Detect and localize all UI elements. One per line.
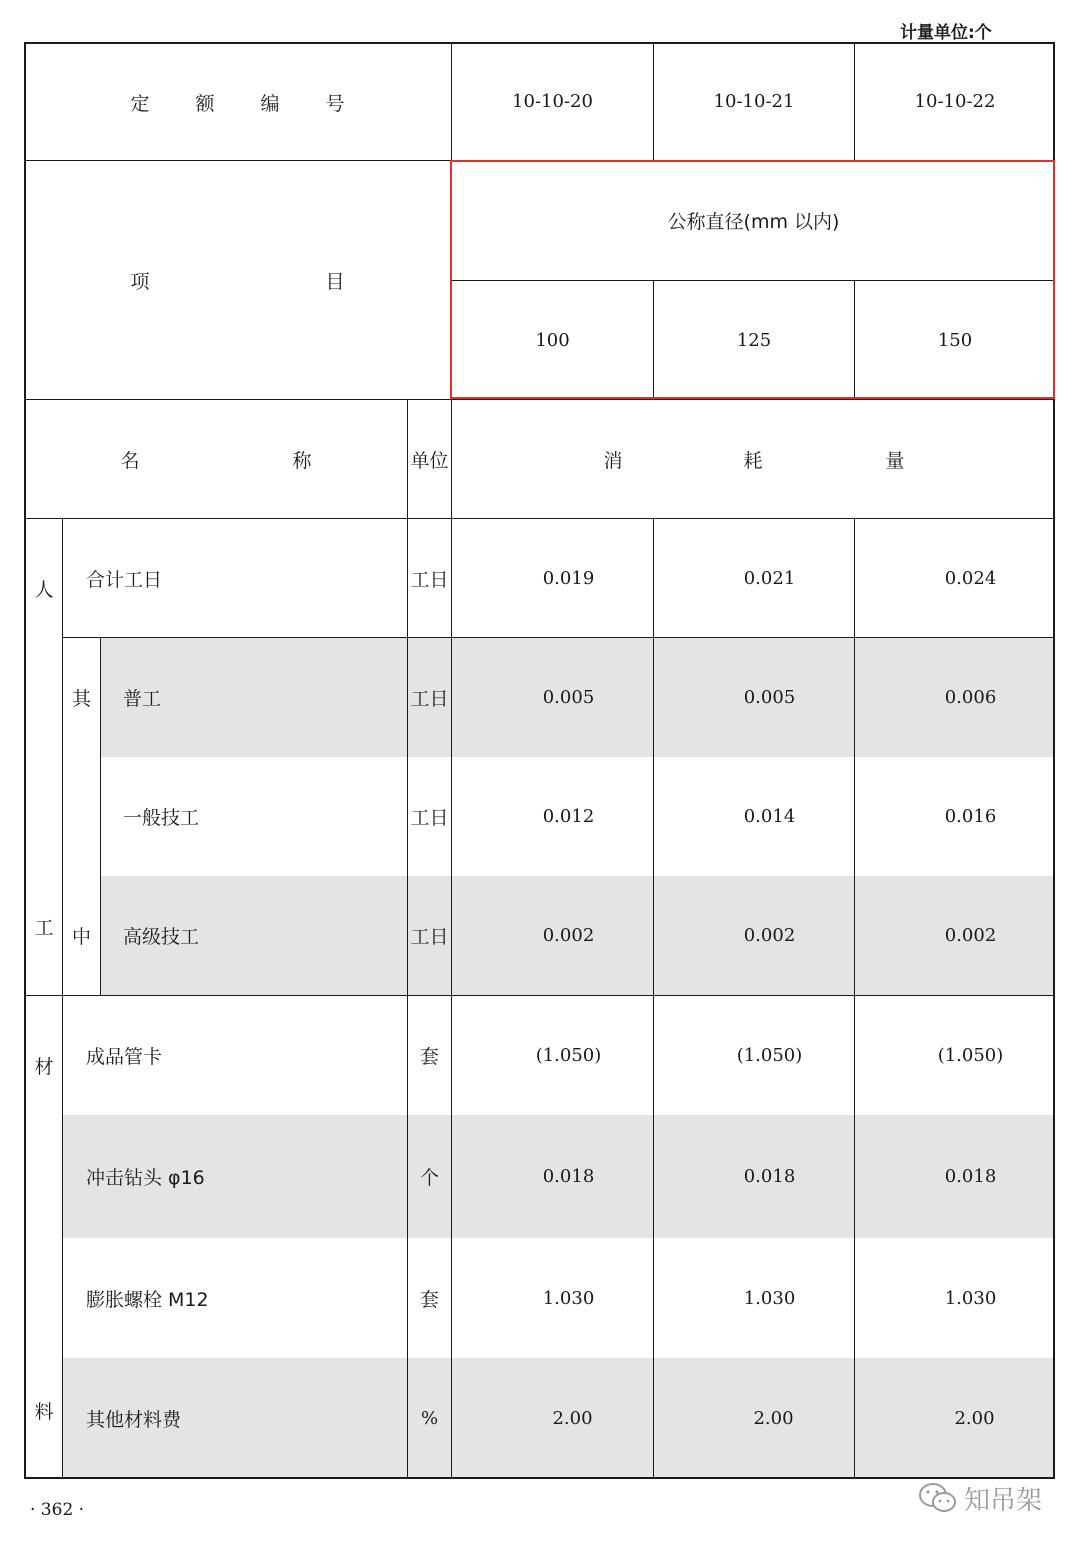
row-value: 1.030	[944, 1287, 997, 1309]
row-value: 1.030	[743, 1287, 796, 1309]
quota-label-char: 额	[195, 92, 215, 115]
row-value: 0.018	[944, 1166, 997, 1187]
row-value: 0.002	[542, 925, 595, 946]
diameter-value: 100	[535, 329, 570, 351]
item-label-char: 项	[130, 270, 150, 293]
row-name: 普工	[123, 688, 162, 710]
row-unit: 套	[419, 1288, 439, 1311]
row-name: 一般技工	[123, 807, 200, 829]
diameter-value: 125	[736, 329, 772, 351]
row-value: 0.021	[743, 567, 796, 589]
quota-label-char: 号	[325, 92, 345, 115]
row-value: 0.024	[944, 567, 997, 589]
name-label-char: 名	[120, 449, 140, 472]
row-unit: 工日	[410, 807, 449, 829]
diameter-label: 公称直径(mm 以内)	[667, 211, 840, 233]
row-name: 合计工日	[86, 568, 163, 591]
row-name: 膨胀螺栓 M12	[86, 1288, 209, 1311]
row-unit: 工日	[410, 926, 449, 948]
grid-line	[62, 518, 63, 1479]
row-value: 0.018	[542, 1166, 595, 1187]
labor-group-char: 人	[34, 578, 54, 601]
row-name: 成品管卡	[86, 1046, 163, 1068]
chat-bubble-icon	[918, 1481, 958, 1515]
material-group-char: 材	[34, 1055, 54, 1078]
row-unit: 工日	[410, 568, 449, 591]
unit-col-label: 单位	[410, 449, 449, 472]
row-value: 0.002	[743, 925, 796, 946]
grid-line	[25, 399, 1055, 400]
page-number: · 362 ·	[30, 1500, 85, 1520]
row-value: 0.005	[542, 687, 595, 708]
row-value: 1.030	[542, 1287, 595, 1309]
row-value: 0.006	[944, 687, 997, 708]
row-value: 2.00	[753, 1407, 794, 1429]
row-value: (1.050)	[937, 1045, 1004, 1066]
diameter-value: 150	[937, 329, 973, 351]
row-unit: 个	[419, 1167, 439, 1189]
labor-subgroup-char: 其	[71, 687, 91, 710]
row-value: (1.050)	[736, 1045, 803, 1066]
material-group-char: 料	[34, 1400, 54, 1423]
row-name: 其他材料费	[86, 1408, 182, 1431]
labor-subgroup-char: 中	[71, 925, 91, 948]
quota-code: 10-10-21	[713, 91, 795, 112]
row-unit: 套	[419, 1046, 439, 1068]
item-label-char: 目	[325, 270, 345, 293]
consumption-label-char: 耗	[743, 449, 763, 472]
row-value: 0.005	[743, 687, 796, 708]
watermark	[918, 1478, 1042, 1518]
row-value: 0.018	[743, 1166, 796, 1187]
quota-code: 10-10-20	[512, 91, 593, 112]
row-value: 2.00	[954, 1407, 995, 1429]
row-value: 0.016	[944, 806, 997, 827]
row-name: 高级技工	[123, 926, 200, 948]
row-value: 0.019	[542, 567, 595, 589]
row-value: 0.012	[542, 806, 595, 827]
row-value: (1.050)	[535, 1045, 602, 1066]
quota-label-char: 编	[260, 92, 280, 115]
watermark-text: 知吊架	[964, 1485, 1043, 1516]
grid-line	[100, 637, 101, 995]
row-value: 0.002	[944, 925, 997, 946]
quota-label-char: 定	[130, 92, 150, 115]
labor-group-char: 工	[34, 916, 54, 939]
consumption-label-char: 消	[603, 449, 623, 472]
row-value: 2.00	[552, 1407, 593, 1429]
row-unit: 工日	[410, 688, 449, 710]
row-value: 0.014	[743, 806, 796, 827]
row-unit: %	[420, 1407, 439, 1429]
quota-code: 10-10-22	[914, 91, 996, 112]
unit-label: 计量单位:个	[900, 23, 992, 43]
name-label-char: 称	[292, 449, 312, 472]
consumption-label-char: 量	[885, 449, 905, 472]
row-name: 冲击钻头 φ16	[86, 1167, 205, 1189]
